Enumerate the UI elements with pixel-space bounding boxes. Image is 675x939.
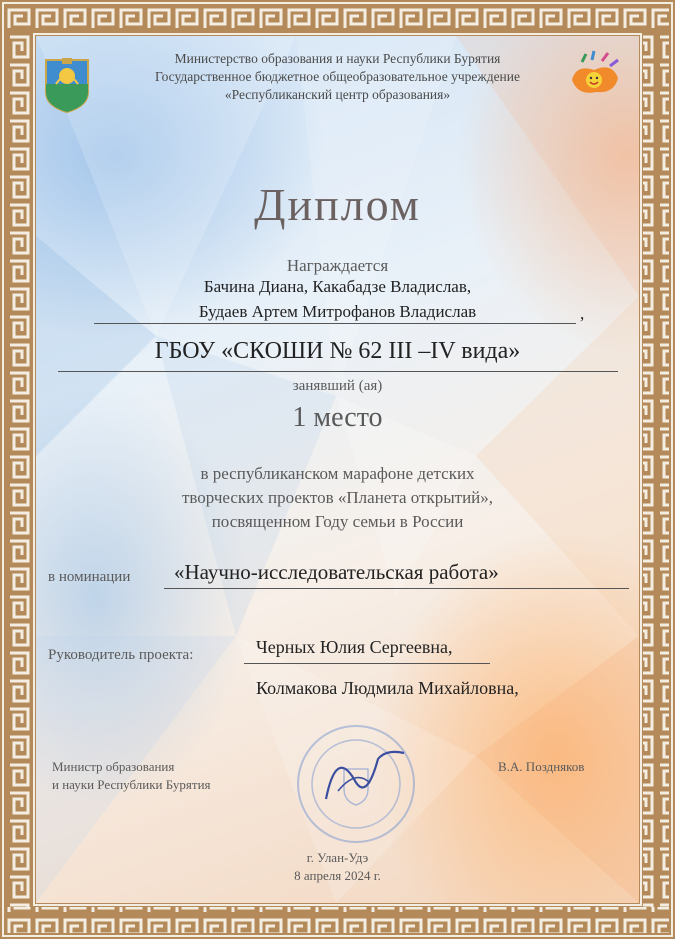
supervisor-underline <box>244 663 490 664</box>
supervisor-1: Черных Юлия Сергеевна, <box>256 637 453 657</box>
minister-title-line2: и науки Республики Бурятия <box>52 777 211 792</box>
recipients-line2: Будаев Артем Митрофанов Владислав <box>198 302 477 321</box>
place: 1 место <box>292 402 383 433</box>
date: 8 апреля 2024 г. <box>294 868 381 883</box>
diploma-title: Диплом <box>254 179 421 230</box>
org-name-line3: «Республиканский центр образования» <box>224 87 451 102</box>
official-stamp-icon <box>286 719 426 849</box>
recipients-comma: , <box>580 304 585 323</box>
diploma-field <box>36 36 639 903</box>
recipients-underline <box>94 323 576 324</box>
event-line2: творческих проектов «Планета открытий», <box>181 488 494 507</box>
minister-title-line1: Министр образования <box>52 759 175 774</box>
supervisor-2: Колмакова Людмила Михайловна, <box>256 678 519 698</box>
city: г. Улан-Удэ <box>306 850 369 865</box>
school-underline <box>58 371 618 372</box>
supervisor-label: Руководитель проекта: <box>48 647 194 663</box>
event-line1: в республиканском марафоне детских <box>200 464 475 483</box>
award-label: Награждается <box>286 256 389 275</box>
nomination-value: «Научно-исследовательская работа» <box>174 560 499 584</box>
recipients-line1: Бачина Диана, Какабадзе Владислав, <box>203 277 472 296</box>
nomination-label: в номинации <box>48 569 131 585</box>
nomination-underline <box>164 588 629 589</box>
event-line3: посвященном Году семьи в России <box>211 512 464 531</box>
school-name: ГБОУ «СКОШИ № 62 III –IV вида» <box>154 338 521 364</box>
took-label: занявший (ая) <box>292 378 383 394</box>
org-name-line2: Государственное бюджетное общеобразовательное учреждение <box>154 69 521 84</box>
minister-name: В.А. Поздняков <box>498 759 585 774</box>
org-name-line1: Министерство образования и науки Республики Бурятия <box>174 51 501 66</box>
